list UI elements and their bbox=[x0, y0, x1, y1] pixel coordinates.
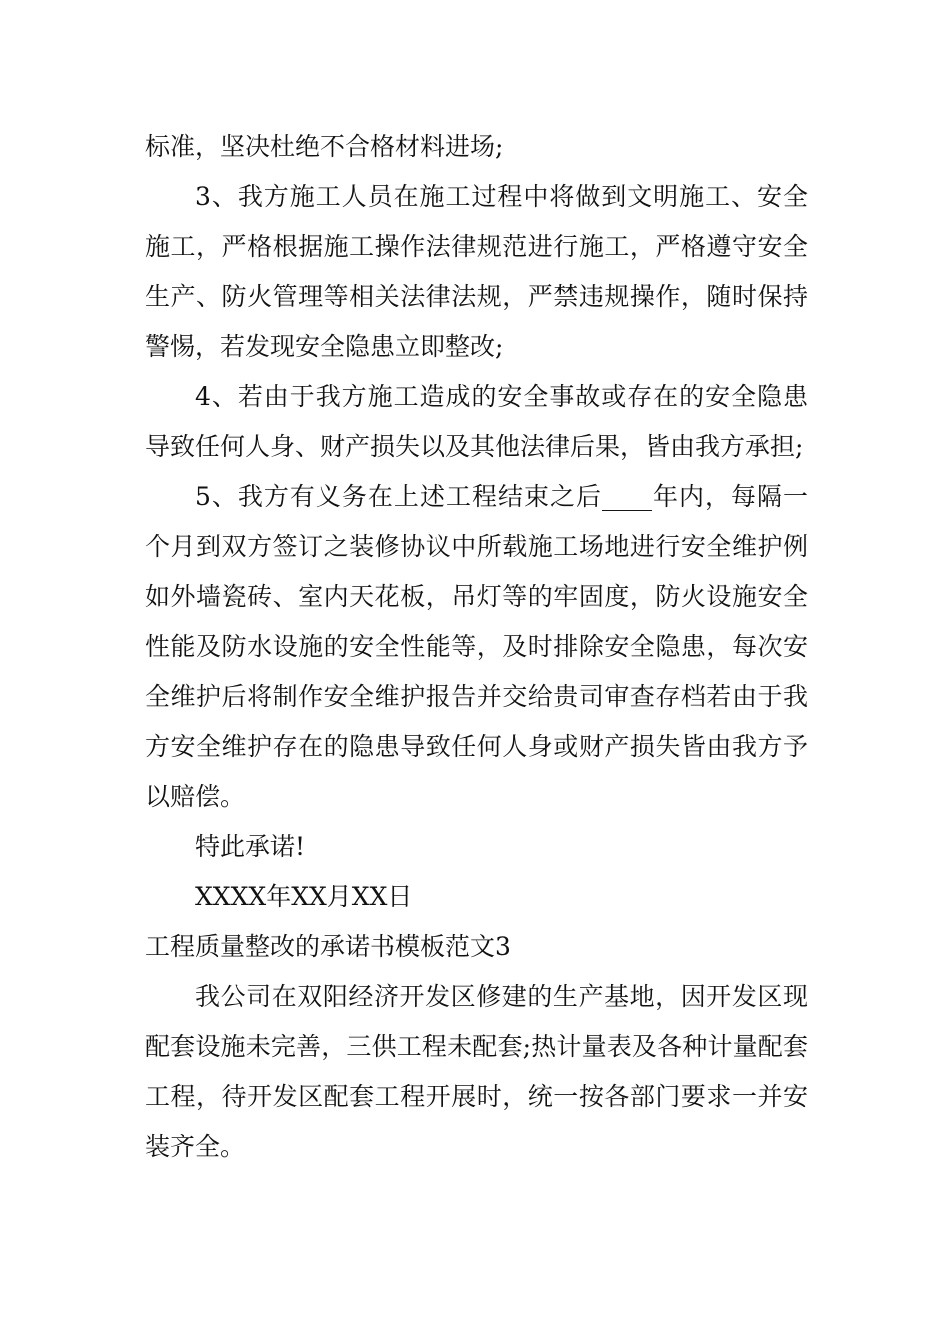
document-page bbox=[145, 122, 808, 1172]
section-heading: 工程质量整改的承诺书模板范文3 bbox=[145, 932, 511, 961]
paragraph-item-5: 5、我方有义务在上述工程结束之后____年内，每隔一个月到双方签订之装修协议中所载施工场地进行安全维护例如外墙瓷砖、室内天花板，吊灯等的牢固度，防火设施安全性能及防水设施的安全性能等，及时排除安全隐患，每次安全维护后将制作安全维护报告并交给贵司审查存档若由于我方安全维护存在的隐患导致任何人身或财产损失皆由我方予以赔偿。 bbox=[145, 482, 808, 811]
paragraph-continuation: 标准，坚决杜绝不合格材料进场; bbox=[145, 132, 504, 161]
paragraph-item-4: 4、若由于我方施工造成的安全事故或存在的安全隐患导致任何人身、财产损失以及其他法律后果，皆由我方承担; bbox=[145, 382, 808, 461]
final-paragraph: 我公司在双阳经济开发区修建的生产基地，因开发区现配套设施未完善，三供工程未配套;热计量表及各种计量配套工程，待开发区配套工程开展时，统一按各部门要求一并安装齐全。 bbox=[145, 982, 808, 1161]
paragraph-item-3: 3、我方施工人员在施工过程中将做到文明施工、安全施工，严格根据施工操作法律规范进行施工，严格遵守安全生产、防火管理等相关法律法规，严禁违规操作，随时保持警惕，若发现安全隐患立即整改; bbox=[145, 182, 808, 361]
date-line: XXXX年XX月XX日 bbox=[195, 882, 413, 911]
closing-statement: 特此承诺! bbox=[195, 832, 306, 861]
